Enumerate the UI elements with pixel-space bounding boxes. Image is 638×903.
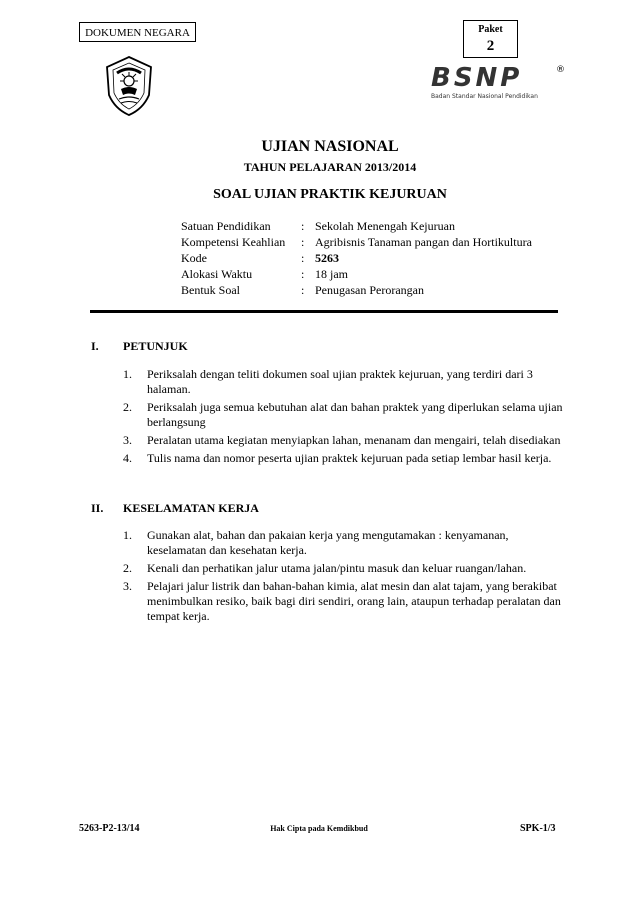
info-value: Agribisnis Tanaman pangan dan Hortikultura xyxy=(315,235,532,249)
bsnp-logo-wordmark: BSNP xyxy=(431,63,523,93)
list-item-number: 4. xyxy=(123,451,132,465)
list-item-text: Gunakan alat, bahan dan pakaian kerja yang mengutamakan : kenyamanan, keselamatan dan kesehatan kerja. xyxy=(147,528,509,557)
section-number: I. xyxy=(91,339,99,353)
info-key: Kode xyxy=(181,251,207,265)
list-item-number: 3. xyxy=(123,433,132,447)
list-item xyxy=(123,579,568,624)
info-key: Satuan Pendidikan xyxy=(181,219,271,233)
info-colon: : xyxy=(301,283,305,297)
info-value: 18 jam xyxy=(315,267,348,281)
section-title: PETUNJUK xyxy=(123,339,188,353)
list-item-text: Pelajari jalur listrik dan bahan-bahan kimia, alat mesin dan alat tajam, yang berakibat menimbulkan resiko, baik bagi diri sendiri, orang lain, ataupun terhadap peralatan dan tempat kerja. xyxy=(147,579,561,623)
list-item xyxy=(123,528,568,558)
info-value: Sekolah Menengah Kejuruan xyxy=(315,219,455,233)
info-value: Penugasan Perorangan xyxy=(315,283,424,297)
info-row xyxy=(181,282,532,298)
academic-year: TAHUN PELAJARAN 2013/2014 xyxy=(243,160,417,174)
header-divider xyxy=(90,310,558,313)
info-colon: : xyxy=(301,219,305,233)
info-colon: : xyxy=(301,235,305,249)
safety-list xyxy=(123,528,568,627)
footer-page-number: SPK-1/3 xyxy=(520,823,556,834)
info-key: Alokasi Waktu xyxy=(181,267,253,281)
exam-title: UJIAN NASIONAL xyxy=(261,138,399,155)
exam-info-table xyxy=(181,218,532,298)
info-key: Kompetensi Keahlian xyxy=(181,235,286,249)
list-item xyxy=(123,561,568,576)
list-item-text: Periksalah dengan teliti dokumen soal ujian praktek kejuruan, yang terdiri dari 3 halaman. xyxy=(147,367,533,396)
info-row xyxy=(181,266,532,282)
list-item-text: Peralatan utama kegiatan menyiapkan lahan, menanam dan mengairi, telah disediakan xyxy=(147,433,561,447)
footer-copyright: Hak Cipta pada Kemdikbud xyxy=(270,824,368,833)
list-item-text: Periksalah juga semua kebutuhan alat dan bahan praktek yang diperlukan selama ujian berlangsung xyxy=(147,400,563,429)
exam-subject: SOAL UJIAN PRAKTIK KEJURUAN xyxy=(213,187,447,202)
paket-label: Paket xyxy=(478,24,503,35)
section-heading xyxy=(91,339,188,354)
paket-box xyxy=(463,20,518,58)
info-row xyxy=(181,250,532,266)
info-colon: : xyxy=(301,267,305,281)
list-item-text: Tulis nama dan nomor peserta ujian praktek kejuruan pada setiap lembar hasil kerja. xyxy=(147,451,552,465)
section-heading xyxy=(91,501,259,516)
bsnp-logo xyxy=(431,63,565,105)
section-number: II. xyxy=(91,501,104,515)
list-item xyxy=(123,451,568,466)
info-key: Bentuk Soal xyxy=(181,283,240,297)
tut-wuri-handayani-emblem-icon xyxy=(103,55,155,117)
info-colon: : xyxy=(301,251,305,265)
list-item-number: 3. xyxy=(123,579,132,593)
info-row xyxy=(181,234,532,250)
list-item xyxy=(123,400,568,430)
bsnp-logo-subtitle: Badan Standar Nasional Pendidikan xyxy=(431,93,538,100)
section-title: KESELAMATAN KERJA xyxy=(123,501,259,515)
list-item-text: Kenali dan perhatikan jalur utama jalan/pintu masuk dan keluar ruangan/lahan. xyxy=(147,561,527,575)
paket-number: 2 xyxy=(486,38,495,54)
footer-document-code: 5263-P2-13/14 xyxy=(79,823,140,834)
instructions-list xyxy=(123,367,568,469)
info-row xyxy=(181,218,532,234)
list-item-number: 1. xyxy=(123,367,132,381)
list-item-number: 2. xyxy=(123,561,132,575)
list-item xyxy=(123,367,568,397)
list-item xyxy=(123,433,568,448)
document-classification-label: DOKUMEN NEGARA xyxy=(79,22,196,42)
list-item-number: 2. xyxy=(123,400,132,414)
info-value-code: 5263 xyxy=(315,251,339,265)
registered-mark-icon: ® xyxy=(556,65,565,75)
list-item-number: 1. xyxy=(123,528,132,542)
